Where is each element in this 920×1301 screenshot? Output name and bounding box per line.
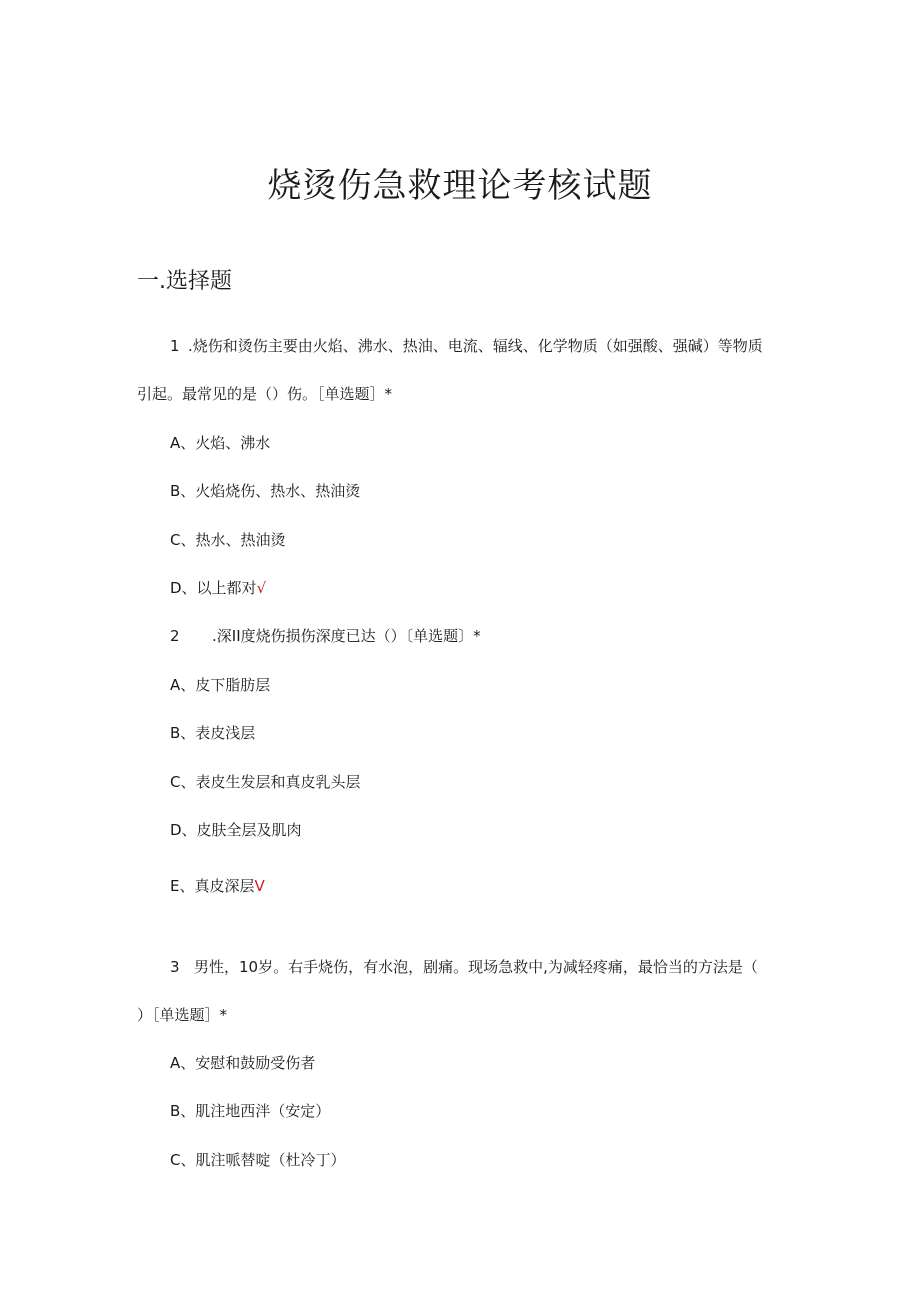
- document-title: 烧烫伤急救理论考核试题: [267, 166, 653, 206]
- question-2-option-b[interactable]: [170, 722, 255, 744]
- question-2-option-a[interactable]: [170, 674, 270, 696]
- question-3-option-b[interactable]: [170, 1100, 330, 1122]
- question-2-option-c[interactable]: [170, 771, 360, 793]
- question-1-option-b[interactable]: [170, 480, 360, 502]
- question-number: 2: [170, 627, 180, 645]
- option-text: B、表皮浅层: [170, 724, 256, 742]
- question-1-option-d[interactable]: [170, 577, 266, 599]
- option-text: C、表皮生发层和真皮乳头层: [170, 773, 361, 791]
- option-text: C、热水、热油烫: [170, 531, 286, 549]
- question-2-option-d[interactable]: [170, 819, 302, 841]
- option-text: A、安慰和鼓励受伤者: [170, 1054, 316, 1072]
- option-text: C、肌注哌替啶（杜冷丁）: [170, 1151, 346, 1169]
- option-text: B、火焰烧伤、热水、热油烫: [170, 482, 361, 500]
- correct-answer-check-icon: V: [254, 877, 265, 895]
- question-number: 3: [170, 958, 180, 976]
- question-1-line-2: 引起。最常见的是（）伤。［单选题］*: [137, 385, 393, 403]
- option-text: B、肌注地西泮（安定）: [170, 1102, 331, 1120]
- question-1-option-c[interactable]: [170, 529, 285, 551]
- option-text: E、真皮深层: [170, 877, 255, 895]
- section-heading: 一.选择题: [137, 269, 232, 294]
- question-2-option-e[interactable]: [170, 875, 265, 897]
- question-text: .深II度烧伤损伤深度已达（）〔单选题〕*: [212, 627, 481, 645]
- question-1-option-a[interactable]: [170, 432, 270, 454]
- question-3-option-a[interactable]: [170, 1052, 315, 1074]
- option-text: A、皮下脂肪层: [170, 676, 271, 694]
- question-number: 1: [170, 337, 180, 355]
- question-text: 男性，10岁。右手烧伤，有水泡，剧痛。现场急救中,为减轻疼痛，最恰当的方法是（: [194, 958, 758, 976]
- question-3-line-2: ）［单选题］*: [137, 1006, 228, 1024]
- question-2-line-1: [170, 625, 481, 647]
- question-3-option-c[interactable]: [170, 1149, 345, 1171]
- question-1-line-1: [170, 335, 763, 357]
- option-text: A、火焰、沸水: [170, 434, 271, 452]
- correct-answer-check-icon: √: [256, 579, 267, 597]
- option-text: D、以上都对: [170, 579, 257, 597]
- question-text: .烧伤和烫伤主要由火焰、沸水、热油、电流、辐线、化学物质（如强酸、强碱）等物质: [188, 337, 763, 355]
- option-text: D、皮肤全层及肌肉: [170, 821, 302, 839]
- question-3-line-1: [170, 956, 758, 978]
